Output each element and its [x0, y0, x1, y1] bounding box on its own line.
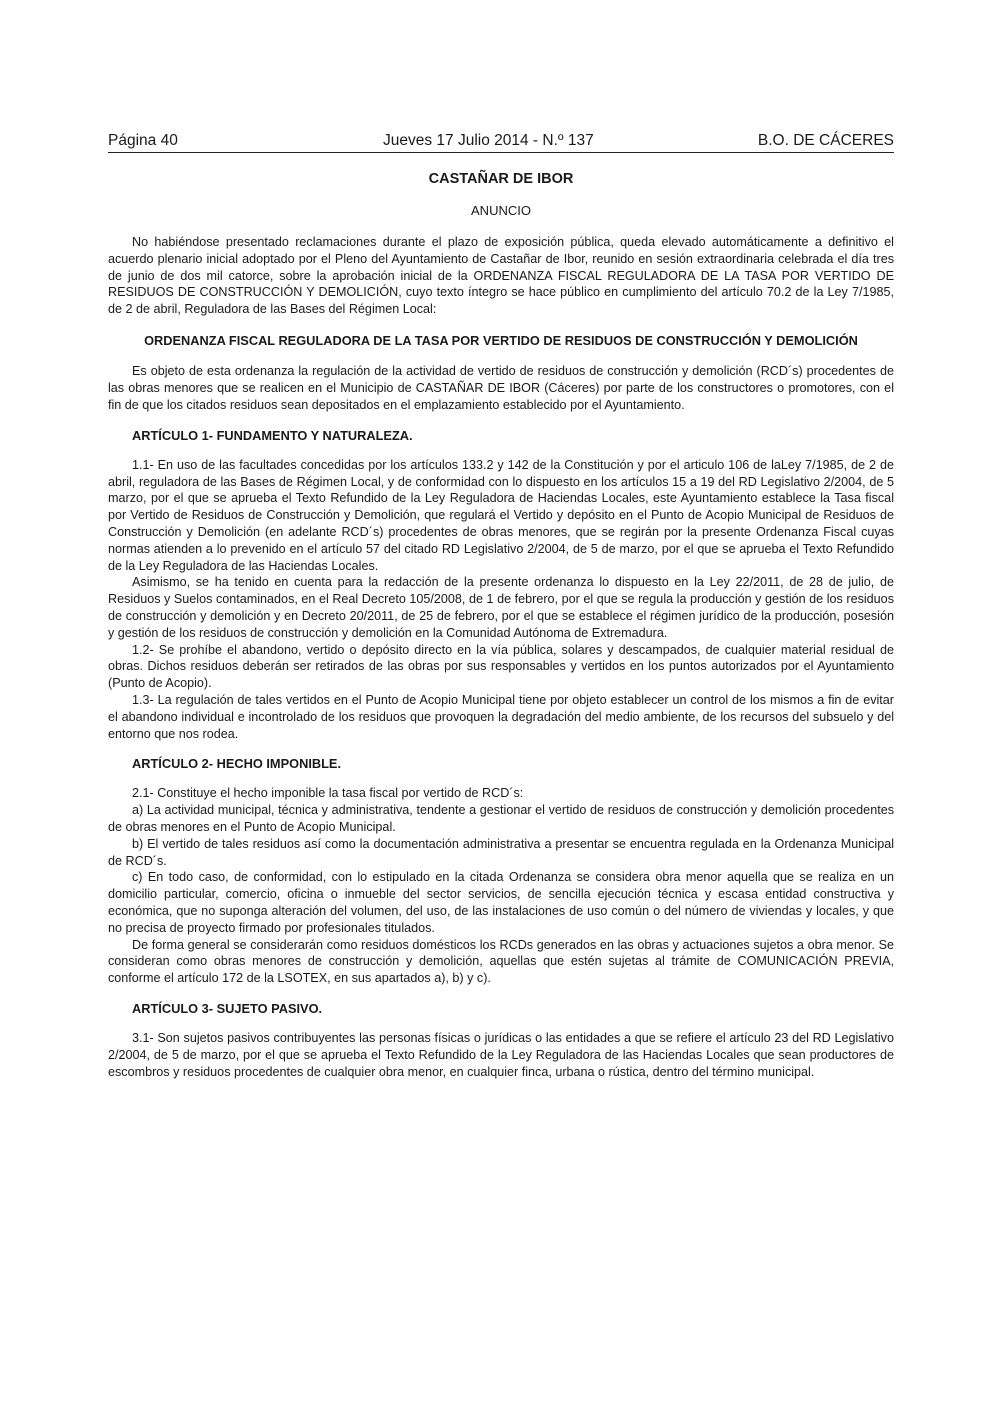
intro-paragraph: No habiéndose presentado reclamaciones durante el plazo de exposición pública, queda elevado automáticamente a definitivo el acuerdo plenario inicial adoptado por el Pleno del Ayuntamiento de Castañar de Ibor, reunido en sesión extraordinaria celebrada el día tres de junio de dos mil catorce, sobre la aprobación inicial de la ORDENANZA FISCAL REGULADORA DE LA TASA POR VERTIDO DE RESIDUOS DE CONSTRUCCIÓN Y DEMOLICIÓN, cuyo texto íntegro se hace público en cumplimiento del artículo 70.2 de la Ley 7/1985, de 2 de abril, Reguladora de las Bases del Régimen Local: [108, 235, 894, 317]
ordinance-title: ORDENANZA FISCAL REGULADORA DE LA TASA POR VERTIDO DE RESIDUOS DE CONSTRUCCIÓN Y DEMOLICIÓN [144, 332, 858, 348]
announcement-label: ANUNCIO [471, 203, 531, 218]
article-2-paragraph: b) El vertido de tales residuos así como la documentación administrativa a presentar se encuentra regulada en la Ordenanza Municipal de RCD´s. [108, 836, 894, 868]
page-number: Página 40 [108, 132, 178, 149]
article-3-paragraph: 3.1- Son sujetos pasivos contribuyentes las personas físicas o jurídicas o las entidades a que se refiere el artículo 23 del RD Legislativo 2/2004, de 5 de marzo, por el que se aprueba el Texto Refundido de la Ley Reguladora de las Haciendas Locales que sean productores de escombros y residuos procedentes de cualquier obra menor, en cualquier finca, urbana o rústica, dentro del término municipal. [108, 1030, 894, 1079]
article-2-paragraph: 2.1- Constituye el hecho imponible la tasa fiscal por vertido de RCD´s: [132, 786, 524, 801]
purpose-paragraph: Es objeto de esta ordenanza la regulación de la actividad de vertido de residuos de construcción y demolición (RCD´s) procedentes de las obras menores que se realicen en el Municipio de CASTAÑAR DE IBOR (Cáceres) por parte de los constructores o promotores, con el fin de que los citados residuos sean depositados en el emplazamiento establecido por el Ayuntamiento. [108, 364, 894, 413]
article-1-title: ARTÍCULO 1- FUNDAMENTO Y NATURALEZA. [132, 427, 413, 443]
article-2-paragraph: a) La actividad municipal, técnica y administrativa, tendente a gestionar el vertido de residuos de construcción y demolición procedentes de obras menores en el Punto de Acopio Municipal. [108, 803, 894, 835]
article-1-paragraph: 1.1- En uso de las facultades concedidas por los artículos 133.2 y 142 de la Constitución y por el articulo 106 de laLey 7/1985, de 2 de abril, reguladora de las Bases de Régimen Local, y de conformidad con lo dispuesto en los artículos 15 a 19 del RD Legislativo 2/2004, de 5 marzo, por el que se aprueba el Texto Refundido de la Ley Reguladora de Haciendas Locales, este Ayuntamiento establece la Tasa fiscal por Vertido de Residuos de Construcción y Demolición, que regulará el Vertido y depósito en el Punto de Acopio Municipal de Residuos de Construcción y Demolición (en adelante RCD´s) procedentes de obras menores, que se regirán por la presente Ordenanza Fiscal cuyas normas atienden a lo prevenido en el artículo 57 del citado RD Legislativo 2/2004, de 5 de marzo, por el que se aprueba el Texto Refundido de la Ley Reguladora de las Haciendas Locales. [108, 457, 894, 573]
article-1-paragraph: 1.2- Se prohíbe el abandono, vertido o depósito directo en la vía pública, solares y descampados, de cualquier material residual de obras. Dichos residuos deberán ser retirados de las obras por sus responsables y vertidos en los puntos autorizados por el Ayuntamiento (Punto de Acopio). [108, 642, 894, 691]
publication-name: B.O. DE CÁCERES [757, 132, 894, 149]
article-3-title: ARTÍCULO 3- SUJETO PASIVO. [132, 1000, 323, 1016]
article-2-title: ARTÍCULO 2- HECHO IMPONIBLE. [132, 756, 342, 772]
issue-date: Jueves 17 Julio 2014 - N.º 137 [383, 132, 594, 149]
document-page [108, 132, 894, 1080]
article-2-paragraph: De forma general se considerarán como residuos domésticos los RCDs generados en las obras y actuaciones sujetos a obra menor. Se consideran como obras menores de construcción y demolición, aquellas que estén sujetas al trámite de COMUNICACIÓN PREVIA, conforme el artículo 172 de la LSOTEX, en sus apartados a), b) y c). [108, 937, 894, 986]
article-2-paragraph: c) En todo caso, de conformidad, con lo estipulado en la citada Ordenanza se considera obra menor aquella que se realiza en un domicilio particular, comercio, oficina o inmueble del sector servicios, de sencilla ejecución técnica y escasa entidad constructiva y económica, que no suponga alteración del volumen, del uso, de las instalaciones de uso común o del número de viviendas y locales, y que no precisa de proyecto firmado por profesionales titulados. [108, 870, 894, 935]
municipality-title: CASTAÑAR DE IBOR [428, 171, 574, 187]
article-1-paragraph: Asimismo, se ha tenido en cuenta para la redacción de la presente ordenanza lo dispuesto en la Ley 22/2011, de 28 de julio, de Residuos y Suelos contaminados, en el Real Decreto 105/2008, de 1 de febrero, por el que se regula la producción y gestión de los residuos de construcción y demolición y en Decreto 20/2011, de 25 de febrero, por el que se establece el régimen jurídico de la producción, posesión y gestión de los residuos de construcción y demolición en la Comunidad Autónoma de Extremadura. [108, 575, 894, 640]
article-1-paragraph: 1.3- La regulación de tales vertidos en el Punto de Acopio Municipal tiene por objeto establecer un control de los mismos a fin de evitar el abandono individual e incontrolado de los residuos que provoquen la degradación del medio ambiente, de los recursos del subsuelo y del entorno que nos rodea. [108, 693, 894, 741]
page-header [108, 132, 894, 153]
